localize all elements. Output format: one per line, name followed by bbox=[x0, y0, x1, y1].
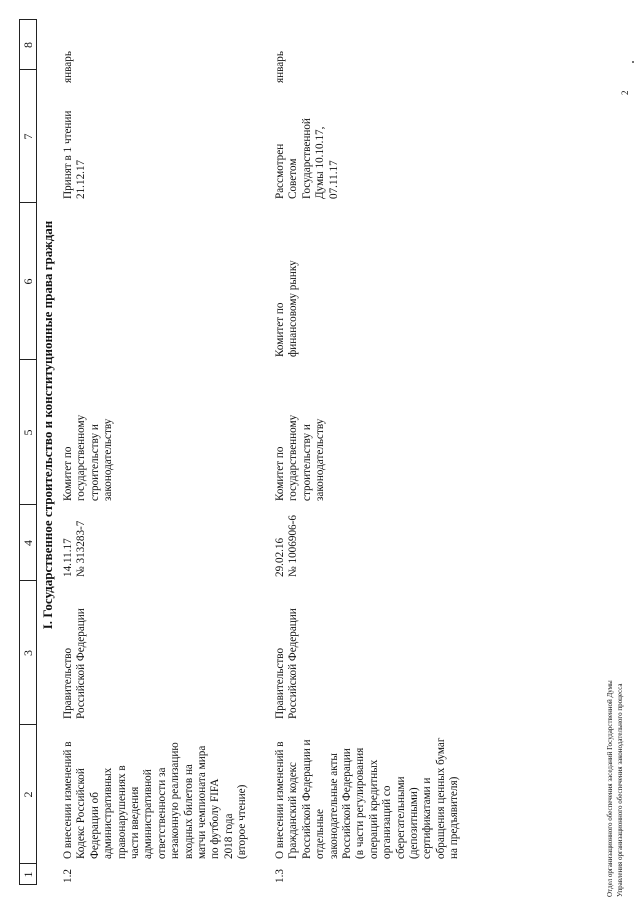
row-number: 1.2 bbox=[62, 869, 74, 883]
section-title: I. Государственное строительство и конституционные права граждан bbox=[40, 220, 55, 630]
bill-title: О внесении изменений в Гражданский кодекс Российской Федерации и отдельные законодательные акты Российской Федерации (в части регулирования операций кредитных организаций со сберегательными (депозитными) сертификатами и обращения ценных бумаг на предъявителя) bbox=[274, 737, 461, 859]
bill-title: О внесении изменений в Кодекс Российской Федерации об административных правонарушениях в части введения административной ответственности за незаконную реализацию входных билетов на матчи чемпионата мира по футболу FIFA 2018 года (второе чтение) bbox=[62, 741, 249, 859]
footer-department: Отдел организационного обеспечения заседаний Государственной Думы bbox=[606, 680, 614, 897]
bill-status: Принят в 1 чтении 21.12.17 bbox=[62, 110, 88, 199]
co-committee: Комитет по финансовому рынку bbox=[274, 260, 300, 357]
column-number: 6 bbox=[21, 278, 35, 285]
bill-registration: 14.11.17 № 313283-7 bbox=[62, 520, 88, 577]
bill-author: Правительство Российской Федерации bbox=[62, 608, 88, 719]
column-number: 4 bbox=[21, 540, 35, 546]
bill-status: Рассмотрен Советом Государственной Думы 10.10.17, 07.11.17 bbox=[274, 118, 340, 199]
column-number: 5 bbox=[21, 429, 35, 436]
bill-registration: 29.02.16 № 1006906-6 bbox=[274, 515, 300, 577]
header-row-bottom-border bbox=[36, 19, 37, 885]
column-number: 1 bbox=[21, 871, 35, 878]
responsible-committee: Комитет по государственному строительству и законодательству bbox=[274, 414, 327, 501]
scan-speck bbox=[632, 61, 634, 63]
row-number: 1.3 bbox=[274, 869, 286, 883]
page-number: 2 bbox=[620, 90, 630, 95]
bill-author: Правительство Российской Федерации bbox=[274, 608, 300, 719]
column-number: 7 bbox=[21, 133, 35, 140]
column-number: 3 bbox=[21, 650, 35, 656]
planned-month: январь bbox=[274, 51, 286, 83]
planned-month: январь bbox=[62, 51, 74, 83]
footer-directorate: Управления организационного обеспечения законодательного процесса bbox=[616, 683, 624, 897]
column-number: 2 bbox=[21, 791, 35, 798]
responsible-committee: Комитет по государственному строительству и законодательству bbox=[62, 414, 115, 501]
column-number: 8 bbox=[21, 42, 35, 48]
